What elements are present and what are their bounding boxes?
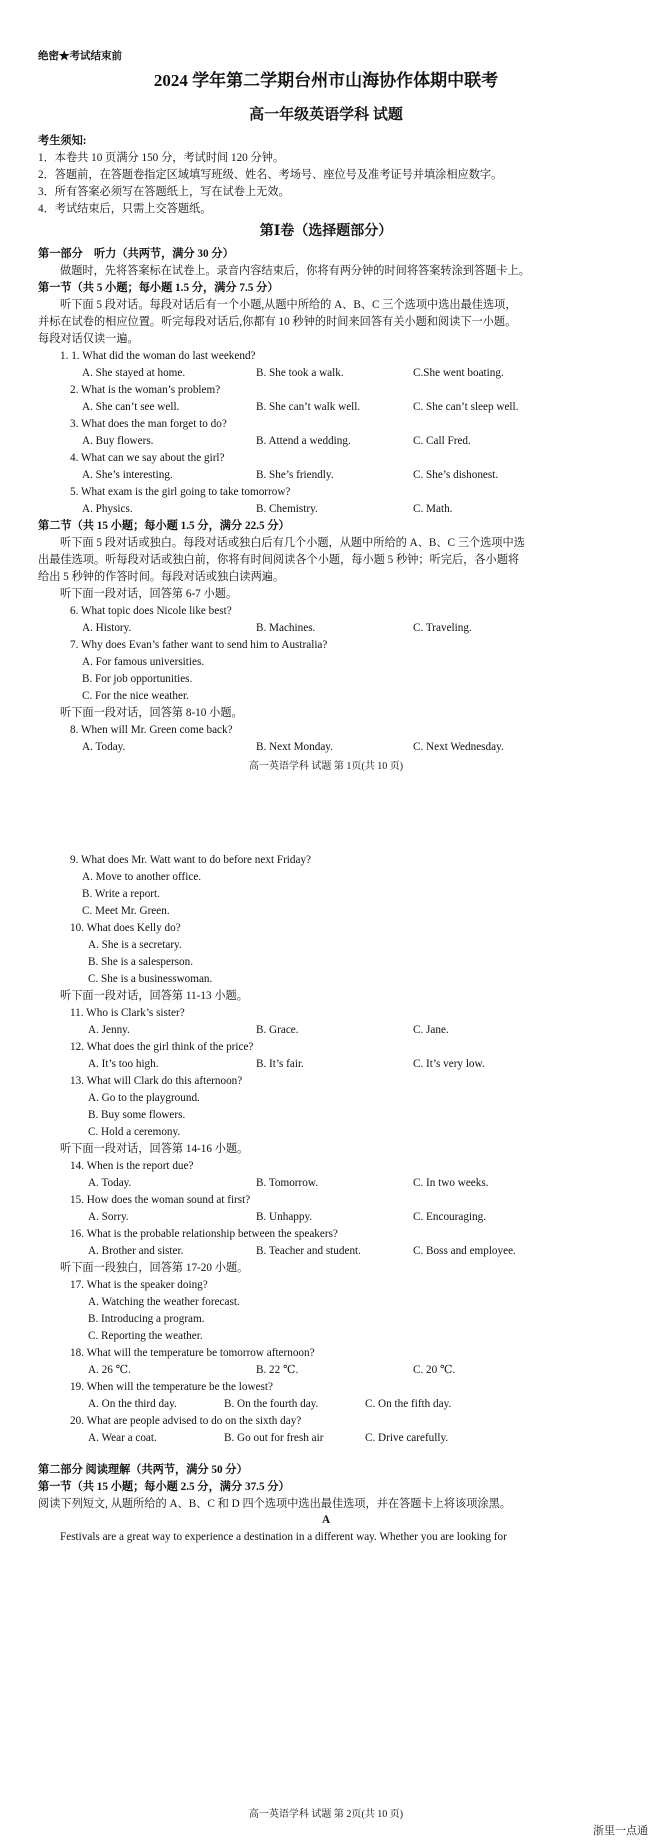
q11-option-a[interactable]: A. Jenny. [88, 1024, 130, 1036]
listen-14-16: 听下面一段对话，回答第 14-16 小题。 [60, 1143, 249, 1155]
volume-title: 第Ⅰ卷（选择题部分） [259, 224, 393, 239]
q9-option-c[interactable]: C. Meet Mr. Green. [82, 905, 170, 917]
q20-option-a[interactable]: A. Wear a coat. [88, 1432, 157, 1444]
q3-option-a[interactable]: A. Buy flowers. [82, 435, 154, 447]
q7-option-a[interactable]: A. For famous universities. [82, 656, 205, 668]
sec1-heading: 第一节（共 5 小题；每小题 1.5 分，满分 7.5 分） [38, 282, 279, 294]
question-5: 5. What exam is the girl going to take tomorrow? [70, 486, 291, 498]
question-12: 12. What does the girl think of the price? [70, 1041, 254, 1053]
question-2: 2. What is the woman’s problem? [70, 384, 221, 396]
q12-option-c[interactable]: C. It’s very low. [413, 1058, 485, 1070]
note-3: 3．所有答案必须写在答题纸上，写在试卷上无效。 [38, 186, 290, 198]
page1-footer: 高一英语学科 试题 第 1页(共 10 页) [248, 761, 404, 772]
page2-footer: 高一英语学科 试题 第 2页(共 10 页) [248, 1809, 404, 1820]
note-4: 4．考试结束后，只需上交答题纸。 [38, 203, 212, 215]
sec1-intro-2: 并标在试卷的相应位置。听完每段对话后,你都有 10 秒钟的时间来回答有关小题和阅读下一小题。 [38, 316, 517, 328]
q4-option-c[interactable]: C. She’s dishonest. [413, 469, 499, 481]
q6-option-c[interactable]: C. Traveling. [413, 622, 472, 634]
q4-option-a[interactable]: A. She’s interesting. [82, 469, 173, 481]
passage-first-line: Festivals are a great way to experience a destination in a different way. Whether you are looking for [60, 1531, 507, 1543]
q19-option-a[interactable]: A. On the third day. [88, 1398, 177, 1410]
q5-option-c[interactable]: C. Math. [413, 503, 453, 515]
sec1-intro-3: 每段对话仅读一遍。 [38, 333, 139, 345]
sec2-heading: 第二节（共 15 小题；每小题 1.5 分，满分 22.5 分） [38, 520, 290, 532]
question-16: 16. What is the probable relationship between the speakers? [70, 1228, 338, 1240]
question-13: 13. What will Clark do this afternoon? [70, 1075, 243, 1087]
q13-option-b[interactable]: B. Buy some flowers. [88, 1109, 186, 1121]
listen-6-7: 听下面一段对话，回答第 6-7 小题。 [60, 588, 238, 600]
question-20: 20. What are people advised to do on the sixth day? [70, 1415, 302, 1427]
part2-heading: 第二部分 阅读理解（共两节，满分 50 分） [38, 1464, 248, 1476]
question-4: 4. What can we say about the girl? [70, 452, 225, 464]
q10-option-a[interactable]: A. She is a secretary. [88, 939, 182, 951]
note-1: 1．本卷共 10 页满分 150 分，考试时间 120 分钟。 [38, 152, 285, 164]
q14-option-a[interactable]: A. Today. [88, 1177, 132, 1189]
q16-option-b[interactable]: B. Teacher and student. [256, 1245, 361, 1257]
q15-option-a[interactable]: A. Sorry. [88, 1211, 129, 1223]
q7-option-c[interactable]: C. For the nice weather. [82, 690, 189, 702]
q20-option-b[interactable]: B. Go out for fresh air [224, 1432, 324, 1444]
question-9: 9. What does Mr. Watt want to do before next Friday? [70, 854, 312, 866]
exam-title: 2024 学年第二学期台州市山海协作体期中联考 [153, 71, 499, 90]
q18-option-b[interactable]: B. 22 ℃. [256, 1364, 299, 1376]
q9-option-a[interactable]: A. Move to another office. [82, 871, 202, 883]
question-6: 6. What topic does Nicole like best? [70, 605, 232, 617]
sec2-intro-3: 给出 5 秒钟的作答时间。每段对话或独白读两遍。 [38, 571, 285, 583]
q14-option-b[interactable]: B. Tomorrow. [256, 1177, 318, 1189]
q2-option-a[interactable]: A. She can’t see well. [82, 401, 180, 413]
question-17: 17. What is the speaker doing? [70, 1279, 208, 1291]
q6-option-a[interactable]: A. History. [82, 622, 132, 634]
listen-8-10: 听下面一段对话，回答第 8-10 小题。 [60, 707, 243, 719]
sec1-intro-1: 听下面 5 段对话。每段对话后有一个小题,从题中所给的 A、B、C 三个选项中选出最佳选项， [60, 299, 517, 311]
q18-option-c[interactable]: C. 20 ℃. [413, 1364, 456, 1376]
q16-option-a[interactable]: A. Brother and sister. [88, 1245, 184, 1257]
q8-option-c[interactable]: C. Next Wednesday. [413, 741, 504, 753]
q15-option-b[interactable]: B. Unhappy. [256, 1211, 313, 1223]
q15-option-c[interactable]: C. Encouraging. [413, 1211, 487, 1223]
q11-option-b[interactable]: B. Grace. [256, 1024, 299, 1036]
part1-heading: 第一部分 听力（共两节，满分 30 分） [38, 248, 234, 260]
q4-option-b[interactable]: B. She’s friendly. [256, 469, 334, 481]
q12-option-a[interactable]: A. It’s too high. [88, 1058, 159, 1070]
q5-option-a[interactable]: A. Physics. [82, 503, 133, 515]
q14-option-c[interactable]: C. In two weeks. [413, 1177, 489, 1189]
watermark-logo-text: 浙里一点通 [593, 1824, 648, 1837]
part2-sec1-heading: 第一节（共 15 小题；每小题 2.5 分，满分 37.5 分） [38, 1481, 290, 1493]
question-1: 1. 1. What did the woman do last weekend? [60, 350, 256, 362]
q8-option-b[interactable]: B. Next Monday. [256, 741, 333, 753]
question-3: 3. What does the man forget to do? [70, 418, 227, 430]
q8-option-a[interactable]: A. Today. [82, 741, 126, 753]
q3-option-c[interactable]: C. Call Fred. [413, 435, 471, 447]
q7-option-b[interactable]: B. For job opportunities. [82, 673, 193, 685]
q17-option-c[interactable]: C. Reporting the weather. [88, 1330, 203, 1342]
q2-option-b[interactable]: B. She can’t walk well. [256, 401, 361, 413]
q5-option-b[interactable]: B. Chemistry. [256, 503, 318, 515]
passage-label: A [321, 1514, 331, 1526]
q13-option-a[interactable]: A. Go to the playground. [88, 1092, 200, 1104]
question-7: 7. Why does Evan’s father want to send him to Australia? [70, 639, 328, 651]
question-8: 8. When will Mr. Green come back? [70, 724, 233, 736]
notes-heading: 考生须知: [38, 135, 87, 147]
part1-intro: 做题时，先将答案标在试卷上。录音内容结束后，你将有两分钟的时间将答案转涂到答题卡上。 [60, 265, 530, 277]
q3-option-b[interactable]: B. Attend a wedding. [256, 435, 351, 447]
q6-option-b[interactable]: B. Machines. [256, 622, 316, 634]
q13-option-c[interactable]: C. Hold a ceremony. [88, 1126, 181, 1138]
q1-option-c[interactable]: C.She went boating. [413, 367, 504, 379]
q16-option-c[interactable]: C. Boss and employee. [413, 1245, 516, 1257]
question-10: 10. What does Kelly do? [70, 922, 181, 934]
q1-option-b[interactable]: B. She took a walk. [256, 367, 344, 379]
q11-option-c[interactable]: C. Jane. [413, 1024, 449, 1036]
sec2-intro-2: 出最佳选项。听每段对话或独白前，你将有时间阅读各个小题，每小题 5 秒钟；听完后，各小题将 [38, 554, 520, 566]
question-18: 18. What will the temperature be tomorrow afternoon? [70, 1347, 315, 1359]
question-11: 11. Who is Clark’s sister? [70, 1007, 185, 1019]
sec2-intro-1: 听下面 5 段对话或独白。每段对话或独白后有几个小题，从题中所给的 A、B、C 三个选项中选 [60, 537, 525, 549]
question-14: 14. When is the report due? [70, 1160, 194, 1172]
q19-option-b[interactable]: B. On the fourth day. [224, 1398, 319, 1410]
q9-option-b[interactable]: B. Write a report. [82, 888, 160, 900]
listen-17-20: 听下面一段独白，回答第 17-20 小题。 [60, 1262, 249, 1274]
q10-option-c[interactable]: C. She is a businesswoman. [88, 973, 213, 985]
q18-option-a[interactable]: A. 26 ℃. [88, 1364, 131, 1376]
question-15: 15. How does the woman sound at first? [70, 1194, 251, 1206]
listen-11-13: 听下面一段对话，回答第 11-13 小题。 [60, 990, 248, 1002]
q17-option-a[interactable]: A. Watching the weather forecast. [88, 1296, 240, 1308]
question-19: 19. When will the temperature be the lowest? [70, 1381, 273, 1393]
q12-option-b[interactable]: B. It’s fair. [256, 1058, 304, 1070]
note-2: 2．答题前，在答题卷指定区域填写班级、姓名、考场号、座位号及准考证号并填涂相应数字。 [38, 169, 503, 181]
q20-option-c[interactable]: C. Drive carefully. [365, 1432, 449, 1444]
q2-option-c[interactable]: C. She can’t sleep well. [413, 401, 519, 413]
q17-option-b[interactable]: B. Introducing a program. [88, 1313, 205, 1325]
q19-option-c[interactable]: C. On the fifth day. [365, 1398, 452, 1410]
confidential-label: 绝密★考试结束前 [38, 51, 122, 62]
q10-option-b[interactable]: B. She is a salesperson. [88, 956, 194, 968]
exam-subtitle: 高一年级英语学科 试题 [249, 107, 403, 123]
q1-option-a[interactable]: A. She stayed at home. [82, 367, 186, 379]
part2-intro: 阅读下列短文, 从题所给的 A、B、C 和 D 四个选项中选出最佳选项，并在答题卡上将该项涂黑。 [38, 1498, 511, 1510]
